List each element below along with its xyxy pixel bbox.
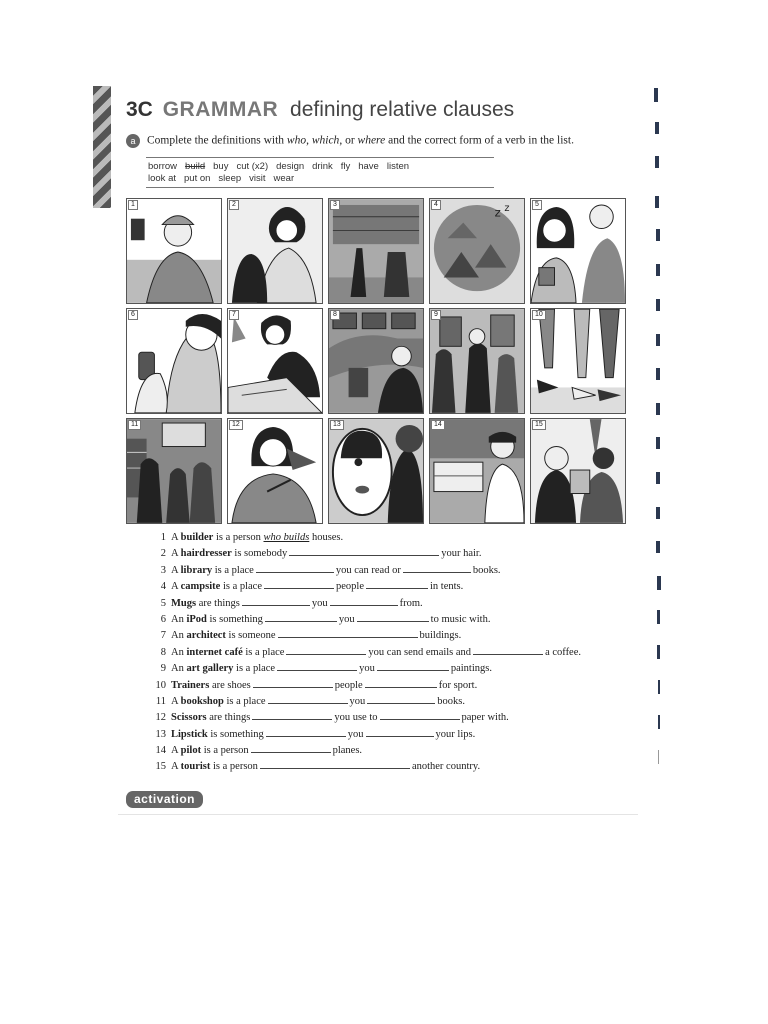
answer-blank[interactable] [277,661,357,671]
edge-mark [656,368,660,380]
answer-blank[interactable] [266,727,346,737]
answer-blank[interactable] [265,612,337,622]
sentence-text: is something [207,728,264,740]
item-number: 9 [160,663,166,675]
sentence-text: are things [206,712,251,724]
keyword-which: which [311,134,340,147]
definition-item [144,710,581,726]
illustration-11 [126,418,222,524]
verb-word: put on [184,173,211,184]
verb-word: drink [312,161,333,172]
picture-number: 7 [229,310,239,320]
edge-mark [658,715,660,729]
illustration-grid [126,198,624,523]
verb-word: borrow [148,161,178,172]
answer-blank[interactable] [260,759,410,769]
picture-number: 10 [532,310,546,320]
page-title [126,98,514,122]
illustration-icon [531,419,625,523]
definition-item [144,612,581,628]
keyword-where: where [357,134,386,147]
picture-number: 11 [128,420,141,430]
answer-blank[interactable] [251,743,331,753]
verb-word: listen [386,161,410,172]
answer-blank[interactable] [252,710,332,720]
sentence-text: is a person [201,745,249,757]
defined-word: Lipstick [171,728,208,740]
picture-number: 5 [532,200,542,210]
verb-word: buy [213,161,229,172]
verb-word: sleep [218,173,242,184]
picture-number: 13 [330,420,344,430]
svg-text:z: z [504,202,510,214]
defined-word: library [180,564,213,576]
illustration-icon [430,309,524,413]
exercise-instruction [126,134,574,148]
edge-mark [658,680,660,694]
picture-number: 8 [330,310,340,320]
sentence-text: a coffee. [545,646,582,658]
sentence-text: books. [437,695,465,707]
answer-blank[interactable] [366,727,434,737]
defined-word: Trainers [171,679,210,691]
answer-blank[interactable] [268,694,348,704]
item-number: 1 [160,532,166,543]
sentence-text: is a place [212,564,254,576]
sentence-text: to music with. [430,613,491,625]
definition-list [144,530,581,776]
definition-item [144,628,581,644]
topic-label: defining relative clauses [290,98,515,121]
answer-blank[interactable] [286,645,366,655]
illustration-6 [126,308,222,414]
sentence-text: for sport. [438,679,478,691]
sentence-text: An [171,646,187,658]
verb-word: wear [273,173,295,184]
instruction-sep: , [306,134,312,147]
answer-blank[interactable] [278,628,418,638]
edge-mark [658,750,659,764]
answer-blank[interactable] [365,678,437,688]
defined-word: iPod [186,613,207,625]
edge-mark [656,507,660,519]
sentence-text: An [171,630,187,642]
section-label: GRAMMAR [162,98,279,121]
illustration-icon [228,419,322,523]
sentence-text: is someone [225,630,276,642]
sentence-text: you [349,695,366,707]
verb-word: have [358,161,379,172]
definition-item [144,546,581,562]
definition-item [144,759,581,775]
defined-word: Scissors [171,712,207,724]
defined-word: art gallery [186,663,234,675]
item-number: 5 [160,597,166,609]
item-number: 3 [160,564,166,576]
sentence-text: A [171,564,181,576]
item-number: 13 [155,728,166,740]
answer-blank[interactable] [256,563,334,573]
edge-mark [656,541,660,553]
edge-mark [656,334,660,346]
edge-mark [654,88,658,102]
illustration-8 [328,308,424,414]
item-number: 15 [155,761,166,773]
verb-word: design [276,161,305,172]
sentence-text: paper with. [461,712,509,724]
sentence-text: is a place [223,695,266,707]
sentence-text: people [336,581,364,593]
verb-line-1 [148,161,494,173]
sentence-text: is a person [213,532,264,543]
illustration-icon [430,199,524,303]
illustration-15 [530,418,626,524]
edge-mark [656,229,660,241]
sentence-text: people [334,679,363,691]
sentence-text: you can send emails and [368,646,472,658]
answer-blank[interactable] [357,612,429,622]
picture-number: 15 [532,420,546,430]
verb-word: visit [249,173,266,184]
sentence-text: in tents. [430,581,464,593]
sentence-text: from. [399,597,423,609]
defined-word: builder [180,532,214,543]
picture-number: 9 [431,310,441,320]
definition-item [144,596,581,612]
edge-mark [656,472,660,484]
defined-word: hairdresser [180,548,232,560]
decorative-stripe [93,86,111,208]
sentence-text: is a place [220,581,262,593]
sentence-text: another country. [411,761,481,773]
sentence-text: paintings. [450,663,492,675]
answer-blank[interactable] [366,579,428,589]
edge-mark [657,645,660,659]
bottom-divider [118,814,638,815]
edge-mark [656,437,660,449]
illustration-4 [429,198,525,304]
defined-word: campsite [180,581,221,593]
answer-blank[interactable] [253,678,333,688]
edge-mark [655,122,659,134]
sentence-text: is something [206,613,263,625]
sentence-text: A [171,745,181,757]
illustration-icon [329,199,423,303]
sentence-text: you [347,728,364,740]
item-number: 10 [155,679,166,691]
defined-word: pilot [180,745,202,757]
keyword-who: who [286,134,307,147]
answer-blank[interactable] [473,645,543,655]
defined-word: architect [186,630,226,642]
definition-item [144,563,581,579]
definition-item [144,727,581,743]
item-number: 2 [160,548,166,560]
answer-blank[interactable] [380,710,460,720]
illustration-12 [227,418,323,524]
definition-item [144,530,581,546]
illustration-icon [127,419,221,523]
instruction-text: Complete the definitions with [147,134,287,147]
illustration-14 [429,418,525,524]
picture-number: 1 [128,200,138,210]
item-number: 12 [155,712,166,724]
illustration-1 [126,198,222,304]
sentence-text: is a place [233,663,276,675]
answer-blank[interactable] [403,563,471,573]
picture-number: 4 [431,200,441,210]
sentence-text: your hair. [441,548,482,560]
sentence-text: A [171,548,181,560]
illustration-icon [329,309,423,413]
item-number: 8 [160,646,166,658]
illustration-10 [530,308,626,414]
sentence-text: you use to [334,712,378,724]
definition-item [144,661,581,677]
illustration-icon [531,309,625,413]
definition-item [144,694,581,710]
illustration-13 [328,418,424,524]
sentence-text: buildings. [419,630,462,642]
definition-item [144,743,581,759]
sentence-text: you can read or [335,564,401,576]
verb-list-box [146,157,494,188]
edge-mark [657,610,660,624]
picture-number: 3 [330,200,340,210]
answer-blank[interactable] [289,546,439,556]
instruction-sep: , or [339,134,358,147]
svg-text:z: z [494,205,501,220]
illustration-icon [127,199,221,303]
verb-word: look at [148,173,176,184]
illustration-icon [329,419,423,523]
verb-line-2 [148,173,494,185]
picture-number: 2 [229,200,239,210]
answer-blank[interactable] [367,694,435,704]
answer-blank[interactable] [264,579,334,589]
item-number: 7 [160,630,166,642]
sentence-text: books. [472,564,501,576]
instruction-text: and the correct form of a verb in the list. [385,134,574,147]
sentence-text: A [171,761,181,773]
sentence-text: An [171,663,187,675]
edge-mark [656,403,660,415]
definition-item [144,678,581,694]
illustration-3 [328,198,424,304]
sentence-text: is somebody [231,548,288,560]
sentence-text: An [171,613,187,625]
sentence-text: planes. [332,745,363,757]
picture-number: 14 [431,420,445,430]
sentence-text: is a person [210,761,258,773]
verb-word: fly [340,161,351,172]
picture-number: 12 [229,420,243,430]
illustration-icon [127,309,221,413]
illustration-5 [530,198,626,304]
sentence-text: A [171,581,181,593]
illustration-icon [228,309,322,413]
verb-word-crossed: build [185,161,206,172]
illustration-icon [228,199,322,303]
item-number: 4 [160,581,166,593]
sentence-text: houses. [309,532,344,543]
defined-word: internet café [186,646,243,658]
defined-word: bookshop [180,695,224,707]
edge-mark [655,156,659,168]
edge-mark [656,299,660,311]
answer-blank[interactable] [242,596,310,606]
edge-mark [657,576,661,590]
verb-word: cut (x2) [236,161,269,172]
illustration-icon [531,199,625,303]
sentence-text: you [338,613,355,625]
defined-word: Mugs [171,597,197,609]
answer-blank[interactable] [377,661,449,671]
sentence-text: A [171,532,181,543]
illustration-9 [429,308,525,414]
defined-word: tourist [180,761,211,773]
edge-mark [655,196,659,208]
sentence-text: are things [196,597,240,609]
sentence-text: you [311,597,328,609]
sentence-text: A [171,695,181,707]
activation-label: activation [126,791,203,808]
example-answer: who builds [263,532,310,543]
definition-item [144,579,581,595]
illustration-icon [430,419,524,523]
picture-number: 6 [128,310,138,320]
sentence-text: your lips. [435,728,476,740]
sentence-text: you [359,663,375,675]
sentence-text: is a place [242,646,285,658]
answer-blank[interactable] [330,596,398,606]
sentence-text: are shoes [209,679,251,691]
illustration-2 [227,198,323,304]
edge-mark [656,264,660,276]
item-number: 11 [155,695,166,707]
item-number: 6 [160,613,166,625]
unit-number: 3C [126,98,153,121]
illustration-7 [227,308,323,414]
definition-item [144,645,581,661]
item-number: 14 [155,745,166,757]
exercise-badge: a [126,134,140,148]
